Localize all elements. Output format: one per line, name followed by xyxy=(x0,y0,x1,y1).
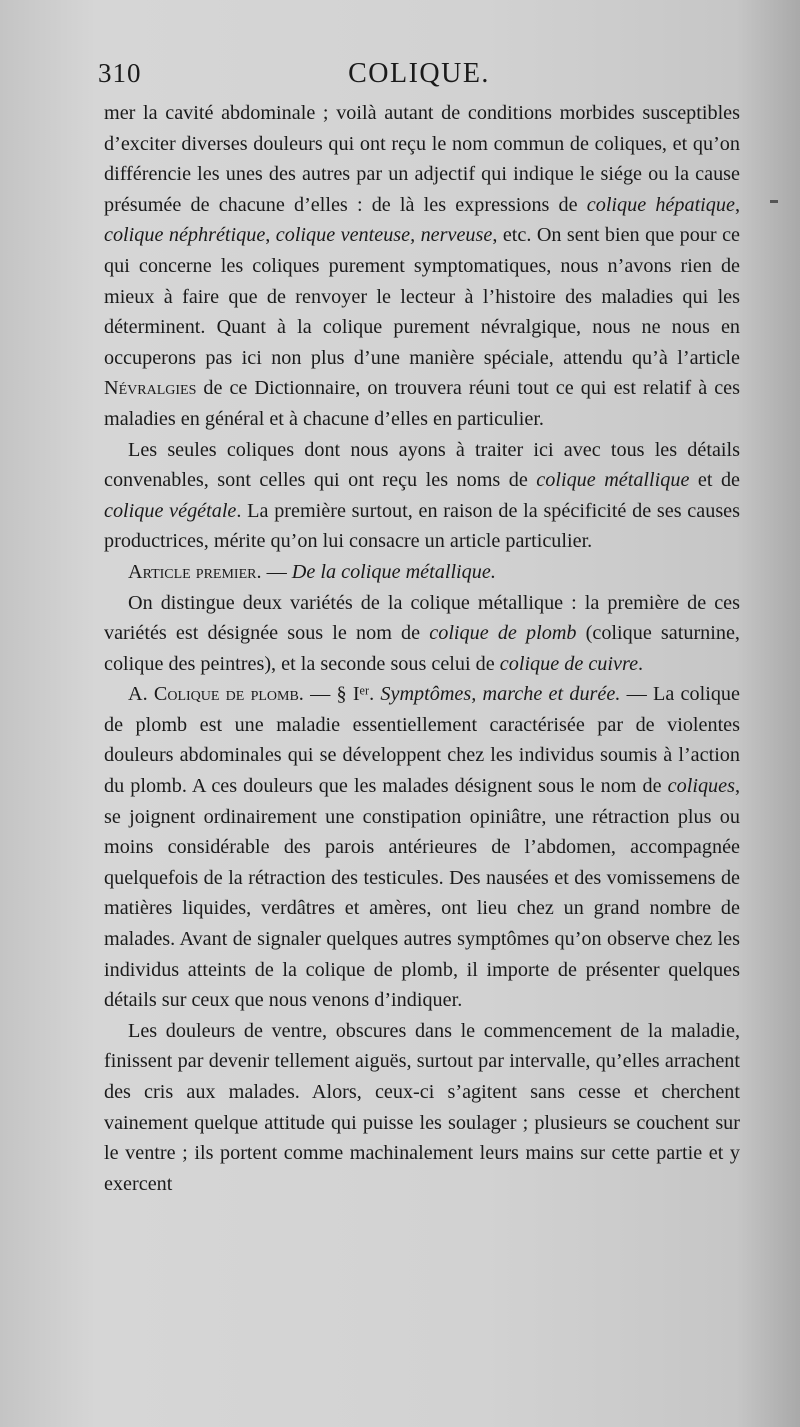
paragraph: A. Colique de plomb. — § Iᵉʳ. Symptômes, marche et durée. — La colique de plomb est une maladie essentiellement caractérisée par de violentes douleurs abdominales qui se développent chez les individus soumis à l’action du plomb. A ces douleurs que les malades désignent sous le nom de coliques, se joignent ordinairement une constipation opiniâtre, une rétraction plus ou moins considérable des parois antérieures de l’abdomen, accompagnée quelquefois de la rétraction des testicules. Des nausées et des vomissemens de matières liquides, verdâtres et amères, ont lieu chez un grand nombre de malades. Avant de signaler quelques autres symptômes qu’on observe chez les individus atteints de la colique de plomb, il importe de présenter quelques détails sur ceux que nous venons d’indiquer. xyxy=(104,683,740,1012)
page-number: 310 xyxy=(98,58,142,88)
paragraph: Les seules coliques dont nous ayons à traiter ici avec tous les détails convenables, sont celles qui ont reçu les noms de colique métallique et de colique végétale. La première surtout, en raison de la spécificité de ses causes productrices, mérite qu’on lui consacre un article particulier. xyxy=(104,438,741,553)
page-header xyxy=(98,58,740,98)
running-title: COLIQUE. xyxy=(348,58,490,89)
article-heading: Article premier. — De la colique métallique. xyxy=(128,560,496,583)
body-text xyxy=(104,98,740,1199)
paragraph: mer la cavité abdominale ; voilà autant de conditions morbides susceptibles d’exciter diverses douleurs qui ont reçu le nom commun de coliques, et qu’on différencie les unes des autres par un adjectif qui indique le siége ou la cause présumée de chacune d’elles : de là les expressions de colique hépatique, colique néphrétique, colique venteuse, nerveuse, etc. On sent bien que pour ce qui concerne les coliques purement symptomatiques, nous n’avons rien de mieux à faire que de renvoyer le lecteur à l’histoire des maladies qui les déterminent. Quant à la colique purement névralgique, nous ne nous en occuperons pas ici non plus d’une manière spéciale, attendu qu’à l’article Névralgies de ce Dictionnaire, on trouvera réuni tout ce qui est relatif à ces maladies en général et à chacune d’elles en particulier. xyxy=(104,102,741,430)
margin-mark xyxy=(770,200,778,203)
paragraph: Les douleurs de ventre, obscures dans le commencement de la maladie, finissent par devenir tellement aiguës, surtout par intervalle, qu’elles arrachent des cris aux malades. Alors, ceux-ci s’agitent sans cesse et cherchent vainement quelque attitude qui puisse les soulager ; plusieurs se couchent sur le ventre ; ils portent comme machinalement leurs mains sur cette partie et y exercent xyxy=(104,1019,740,1195)
paragraph: On distingue deux variétés de la colique métallique : la première de ces variétés est désignée sous le nom de colique de plomb (colique saturnine, colique des peintres), et la seconde sous celui de colique de cuivre. xyxy=(104,591,740,675)
